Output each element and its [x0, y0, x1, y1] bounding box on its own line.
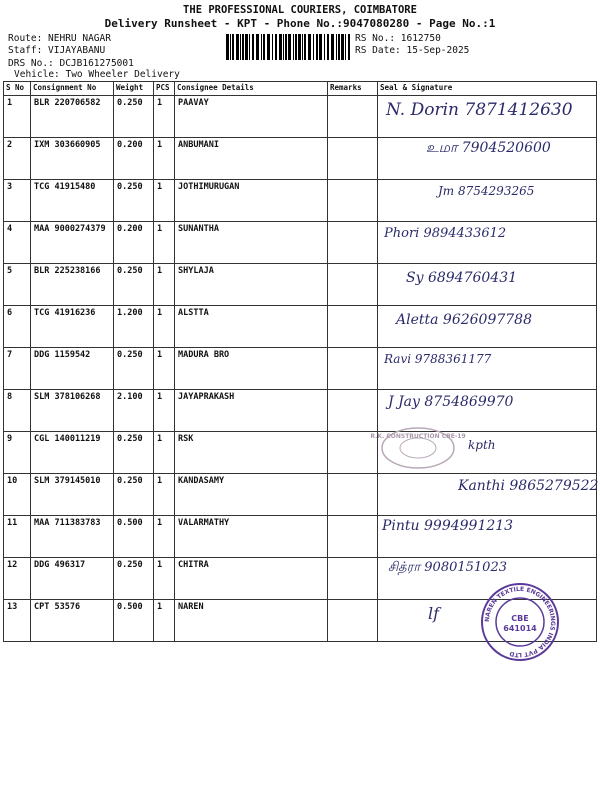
cell-weight: 0.500 [114, 600, 154, 642]
handwritten-signature: J Jay 8754869970 [388, 394, 514, 410]
cell-remarks [328, 306, 378, 348]
cell-signature [378, 516, 597, 558]
table-row [4, 432, 597, 474]
handwritten-signature: Aletta 9626097788 [396, 312, 532, 328]
svg-text:NAREN TEXTILE ENGINEERINGS IND: NAREN TEXTILE ENGINEERINGS INDIA PVT LTD [483, 585, 557, 659]
cell-pcs: 1 [154, 180, 175, 222]
cell-consignment: MAA 711383783 [31, 516, 114, 558]
cell-consignment: CGL 140011219 [31, 432, 114, 474]
cell-weight: 0.250 [114, 474, 154, 516]
cell-remarks [328, 222, 378, 264]
rk-construction-seal [370, 426, 466, 470]
handwritten-signature: Kanthi 9865279522 [458, 478, 599, 494]
cell-sno: 9 [4, 432, 31, 474]
cell-consignee: ALSTTA [175, 306, 328, 348]
svg-text:CBE: CBE [511, 614, 529, 623]
runsheet-table [3, 81, 599, 659]
cell-signature [378, 306, 597, 348]
route-label: Route: NEHRU NAGAR [8, 33, 111, 44]
cell-sno: 13 [4, 600, 31, 642]
handwritten-signature: Phori 9894433612 [384, 226, 507, 241]
cell-pcs: 1 [154, 96, 175, 138]
table-row [4, 222, 597, 264]
table-row [4, 516, 597, 558]
cell-consignee: VALARMATHY [175, 516, 328, 558]
cell-weight: 0.500 [114, 516, 154, 558]
handwritten-signature: Jm 8754293265 [438, 184, 535, 198]
runsheet-subtitle: Delivery Runsheet - KPT - Phone No.:9047080280 - Page No.:1 [104, 17, 496, 30]
cell-weight: 0.250 [114, 432, 154, 474]
table-row [4, 474, 597, 516]
cell-sno: 7 [4, 348, 31, 390]
col-weight: Weight [114, 82, 154, 96]
cell-consignee: JOTHIMURUGAN [175, 180, 328, 222]
cell-weight: 2.100 [114, 390, 154, 432]
cell-sno: 3 [4, 180, 31, 222]
cell-consignee: JAYAPRAKASH [175, 390, 328, 432]
company-title: THE PROFESSIONAL COURIERS, COIMBATORE [183, 4, 417, 16]
col-remarks: Remarks [328, 82, 378, 96]
cell-consignee: ANBUMANI [175, 138, 328, 180]
cell-signature [378, 264, 597, 306]
cell-consignee: NAREN [175, 600, 328, 642]
cell-sno: 5 [4, 264, 31, 306]
cell-sno: 2 [4, 138, 31, 180]
cell-sno: 12 [4, 558, 31, 600]
cell-consignment: BLR 225238166 [31, 264, 114, 306]
svg-text:R.K. CONSTRUCTION CBE-19: R.K. CONSTRUCTION CBE-19 [370, 433, 466, 440]
table-row [4, 96, 597, 138]
cell-consignment: DDG 1159542 [31, 348, 114, 390]
cell-consignment: MAA 9000274379 [31, 222, 114, 264]
cell-sno: 1 [4, 96, 31, 138]
cell-remarks [328, 96, 378, 138]
table-row [4, 306, 597, 348]
cell-consignee: RSK [175, 432, 328, 474]
handwritten-signature: kpth [468, 438, 496, 452]
cell-remarks [328, 390, 378, 432]
cell-weight: 0.250 [114, 264, 154, 306]
cell-consignment: SLM 379145010 [31, 474, 114, 516]
cell-consignee: KANDASAMY [175, 474, 328, 516]
table-header-row [4, 82, 597, 96]
col-signature: Seal & Signature [378, 82, 597, 96]
cell-pcs: 1 [154, 138, 175, 180]
cell-pcs: 1 [154, 516, 175, 558]
cell-weight: 1.200 [114, 306, 154, 348]
cell-remarks [328, 180, 378, 222]
cell-remarks [328, 600, 378, 642]
cell-signature [370, 432, 597, 474]
cell-consignee: SHYLAJA [175, 264, 328, 306]
cell-consignment: SLM 378106268 [31, 390, 114, 432]
rs-date: RS Date: 15-Sep-2025 [355, 45, 470, 56]
cell-pcs: 1 [154, 600, 175, 642]
staff-label: Staff: VIJAYABANU [8, 45, 106, 56]
cell-signature [378, 222, 597, 264]
svg-text:641014: 641014 [503, 624, 537, 633]
rs-number: RS No.: 1612750 [355, 33, 441, 44]
cell-weight: 0.200 [114, 222, 154, 264]
handwritten-signature: Pintu 9994991213 [382, 518, 514, 534]
cell-remarks [328, 558, 378, 600]
cell-consignment: IXM 303660905 [31, 138, 114, 180]
cell-consignment: TCG 41915480 [31, 180, 114, 222]
cell-sno: 6 [4, 306, 31, 348]
cell-signature [378, 138, 597, 180]
cell-remarks [328, 474, 378, 516]
cell-sno: 4 [4, 222, 31, 264]
barcode-image [226, 34, 350, 60]
table-row [4, 264, 597, 306]
company-round-seal [478, 580, 562, 664]
handwritten-signature: N. Dorin 7871412630 [386, 100, 573, 120]
cell-signature [378, 585, 597, 659]
cell-sno: 8 [4, 390, 31, 432]
handwritten-signature: Sy 6894760431 [406, 270, 518, 286]
col-pcs: PCS [154, 82, 175, 96]
cell-weight: 0.250 [114, 180, 154, 222]
cell-remarks [328, 348, 378, 390]
cell-signature [378, 474, 597, 516]
cell-remarks [328, 264, 378, 306]
table-row [4, 180, 597, 222]
col-consignee: Consignee Details [175, 82, 328, 96]
cell-weight: 0.250 [114, 558, 154, 600]
drs-label: DRS No.: DCJB161275001 [8, 58, 134, 69]
cell-remarks [328, 138, 378, 180]
cell-consignment: TCG 41916236 [31, 306, 114, 348]
cell-consignee: CHITRA [175, 558, 328, 600]
cell-consignee: PAAVAY [175, 96, 328, 138]
handwritten-signature: உமா 7904520600 [426, 140, 551, 156]
cell-pcs: 1 [154, 558, 175, 600]
cell-consignment: DDG 496317 [31, 558, 114, 600]
table-row [4, 390, 597, 432]
cell-consignment: CPT 53576 [31, 600, 114, 642]
cell-signature [378, 96, 597, 138]
cell-pcs: 1 [154, 222, 175, 264]
cell-pcs: 1 [154, 348, 175, 390]
cell-pcs: 1 [154, 306, 175, 348]
cell-pcs: 1 [154, 264, 175, 306]
cell-consignee: MADURA BRO [175, 348, 328, 390]
handwritten-signature: Ravi 9788361177 [384, 352, 492, 366]
col-consignment: Consignment No [31, 82, 114, 96]
table-row [4, 600, 597, 642]
cell-signature [378, 348, 597, 390]
cell-pcs: 1 [154, 432, 175, 474]
cell-consignment: BLR 220706582 [31, 96, 114, 138]
cell-pcs: 1 [154, 390, 175, 432]
cell-signature [378, 180, 597, 222]
handwritten-signature: சித்ரா 9080151023 [388, 560, 507, 575]
cell-sno: 11 [4, 516, 31, 558]
cell-weight: 0.200 [114, 138, 154, 180]
cell-sno: 10 [4, 474, 31, 516]
table-row [4, 138, 597, 180]
cell-remarks [328, 516, 378, 558]
vehicle-label: Vehicle: Two Wheeler Delivery [14, 69, 180, 80]
handwritten-signature: lf [428, 604, 440, 623]
cell-weight: 0.250 [114, 348, 154, 390]
cell-weight: 0.250 [114, 96, 154, 138]
table-row [4, 348, 597, 390]
col-sno: S No [4, 82, 31, 96]
cell-pcs: 1 [154, 474, 175, 516]
cell-consignee: SUNANTHA [175, 222, 328, 264]
